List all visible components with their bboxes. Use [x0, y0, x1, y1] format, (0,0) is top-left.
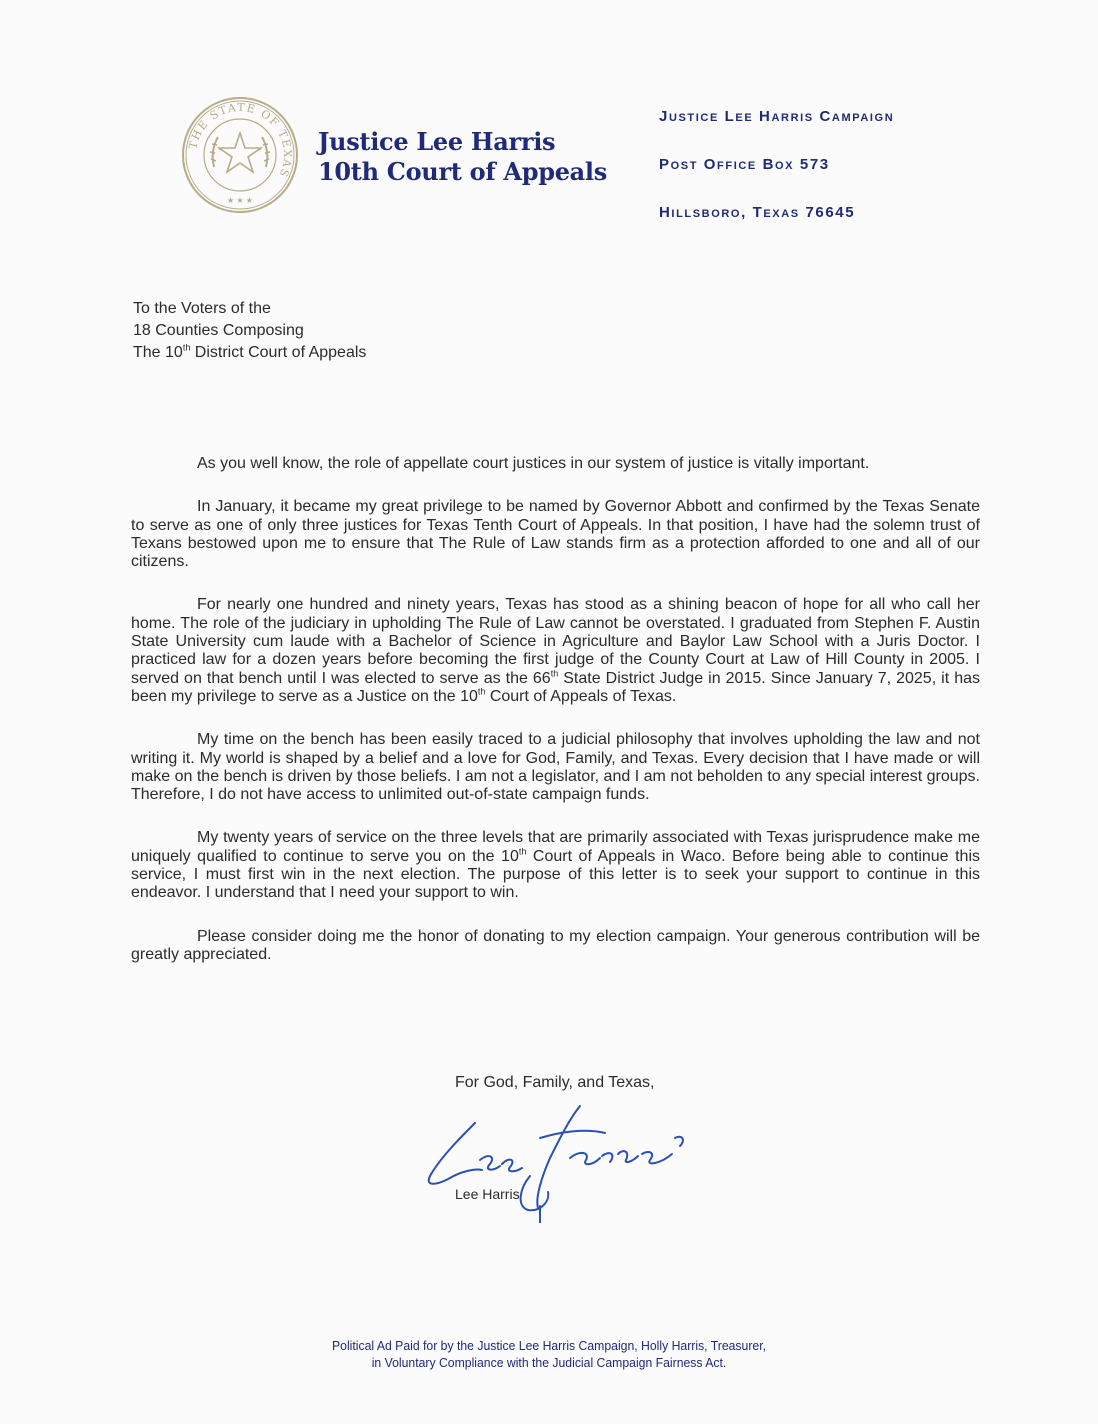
address-campaign: Justice Lee Harris Campaign	[659, 108, 895, 125]
recipient-line-1: To the Voters of the	[133, 300, 271, 317]
recipient-line-3: The 10th District Court of Appeals	[133, 342, 367, 361]
letterhead-title	[318, 127, 607, 187]
paragraph-1: As you well know, the role of appellate court justices in our system of justice is vitally important.	[197, 455, 870, 472]
closing-salutation: For God, Family, and Texas,	[455, 1074, 655, 1091]
address-po-box: Post Office Box 573	[659, 156, 830, 173]
texas-state-seal	[180, 95, 300, 215]
disclaimer-line-2: in Voluntary Compliance with the Judicial Campaign Fairness Act.	[371, 1355, 727, 1370]
seal-icon	[180, 95, 300, 215]
title-name: Justice Lee Harris	[318, 127, 556, 156]
signer-name: Lee Harris	[455, 1186, 520, 1202]
paragraph-5: My twenty years of service on the three levels that are primarily associated with Texas jurisprudence make me uniquely qualified to continue to serve you on the 10th Court of Appeals in Waco. Before being able to continue this service, I must first win in the next election. The purpose of this letter is to seek your support to continue in this endeavor. I understand that I need your support to win.	[131, 829, 981, 902]
political-ad-disclaimer	[0, 1337, 1098, 1371]
seal-text: THE STATE OF TEXAS	[186, 100, 295, 181]
paragraph-2: In January, it became my great privilege to be named by Governor Abbott and confirmed by the Texas Senate to serve as one of only three justices for Texas Tenth Court of Appeals. In that position, I have had the solemn trust of Texans bestowed upon me to ensure that The Rule of Law stands firm as a protection afforded to one and all of our citizens.	[131, 498, 980, 571]
recipient-block	[133, 298, 366, 364]
paragraph-3: For nearly one hundred and ninety years, Texas has stood as a shining beacon of hope for all who call her home. The role of the judiciary in upholding The Rule of Law cannot be overstated. I graduated from Stephen F. Austin State University cum laude with a Bachelor of Science in Agriculture and Baylor Law School with a Juris Doctor. I practiced law for a dozen years before becoming the first judge of the County Court at Law of Hill County in 2005. I served on that bench until I was elected to serve as the 66th State District Judge in 2015. Since January 7, 2025, it has been my privilege to serve as a Justice on the 10th Court of Appeals of Texas.	[131, 596, 980, 705]
title-court: 10th Court of Appeals	[318, 157, 607, 186]
letter-body	[131, 455, 980, 989]
address-city: Hillsboro, Texas 76645	[659, 204, 856, 221]
handwritten-signature	[420, 1098, 700, 1223]
svg-text:★ ★ ★: ★ ★ ★	[227, 196, 253, 205]
paragraph-6: Please consider doing me the honor of donating to my election campaign. Your generous contribution will be greatly appreciated.	[131, 927, 980, 963]
campaign-address	[659, 106, 894, 250]
paragraph-4: My time on the bench has been easily traced to a judicial philosophy that involves upholding the law and not writing it. My world is shaped by a belief and a love for God, Family, and Texas. Every decision that I have made or will make on the bench is driven by those beliefs. I am not a legislator, and I am not beholden to any special interest groups. Therefore, I do not have access to unlimited out-of-state campaign funds.	[131, 731, 980, 804]
disclaimer-line-1: Political Ad Paid for by the Justice Lee Harris Campaign, Holly Harris, Treasurer,	[331, 1338, 766, 1353]
recipient-line-2: 18 Counties Composing	[133, 322, 304, 339]
